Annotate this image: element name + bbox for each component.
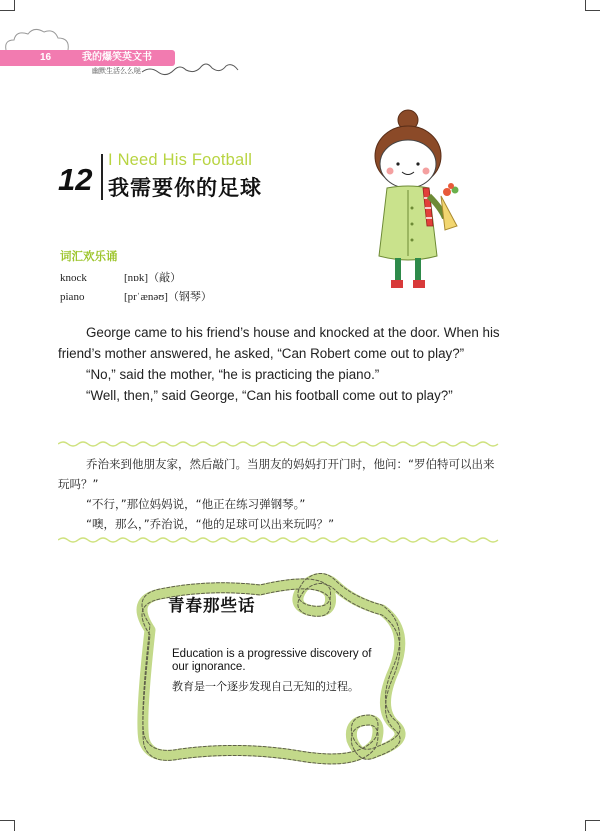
crop-mark [585,0,586,11]
cloud-ornament-icon [0,22,80,52]
crop-mark [14,820,15,831]
chinese-passage [58,454,502,534]
passage-paragraph: “No,” said the mother, “he is practicing the piano.” [86,367,380,382]
lesson-number: 12 [58,162,93,197]
vocab-item [60,288,212,304]
series-title: 我的爆笑英文书 [82,52,152,63]
vocab-pronunciation: [prˈænəʊ]（钢琴） [124,291,212,303]
passage-paragraph: George came to his friend’s house and knocked at the door. When his friend’s mother answered, he asked, “Can Robert come out to play?” [58,325,500,361]
wave-divider [58,536,500,544]
title-divider [101,154,103,200]
vocab-word: knock [60,272,87,284]
squiggle-ornament-icon [140,58,250,78]
crop-mark [0,10,14,11]
quote-box-title: 青春那些话 [168,596,256,615]
crop-mark [585,820,586,831]
vocabulary-heading: 词汇欢乐诵 [60,249,118,263]
english-passage [58,322,500,406]
girl-illustration-icon [365,108,475,298]
vocab-pronunciation: [nɒk]（敲） [124,272,182,284]
crop-mark [14,0,15,11]
vocab-word: piano [60,291,85,303]
passage-paragraph: “不行，”那位妈妈说，“他正在练习弹钢琴。” [86,497,306,511]
crop-mark [586,820,600,821]
vocab-item [60,269,181,285]
lesson-title-zh: 我需要你的足球 [108,175,262,200]
passage-paragraph: 乔治来到他朋友家，然后敲门。当朋友的妈妈打开门时，他问：“罗伯特可以出来玩吗？” [58,457,495,491]
page-number: 16 [40,52,52,63]
quote-chinese: 教育是一个逐步发现自己无知的过程。 [172,680,359,693]
passage-paragraph: “Well, then,” said George, “Can his football come out to play?” [86,388,453,403]
lesson-title-en: I Need His Football [108,151,253,169]
wave-divider [58,440,500,448]
crop-mark [586,10,600,11]
passage-paragraph: “噢，那么，”乔治说，“他的足球可以出来玩吗？” [86,517,335,531]
quote-english: Education is a progressive discovery of our ignorance. [172,648,372,673]
series-subtitle: 幽默生活么么哒 [92,67,141,75]
crop-mark [0,820,14,821]
